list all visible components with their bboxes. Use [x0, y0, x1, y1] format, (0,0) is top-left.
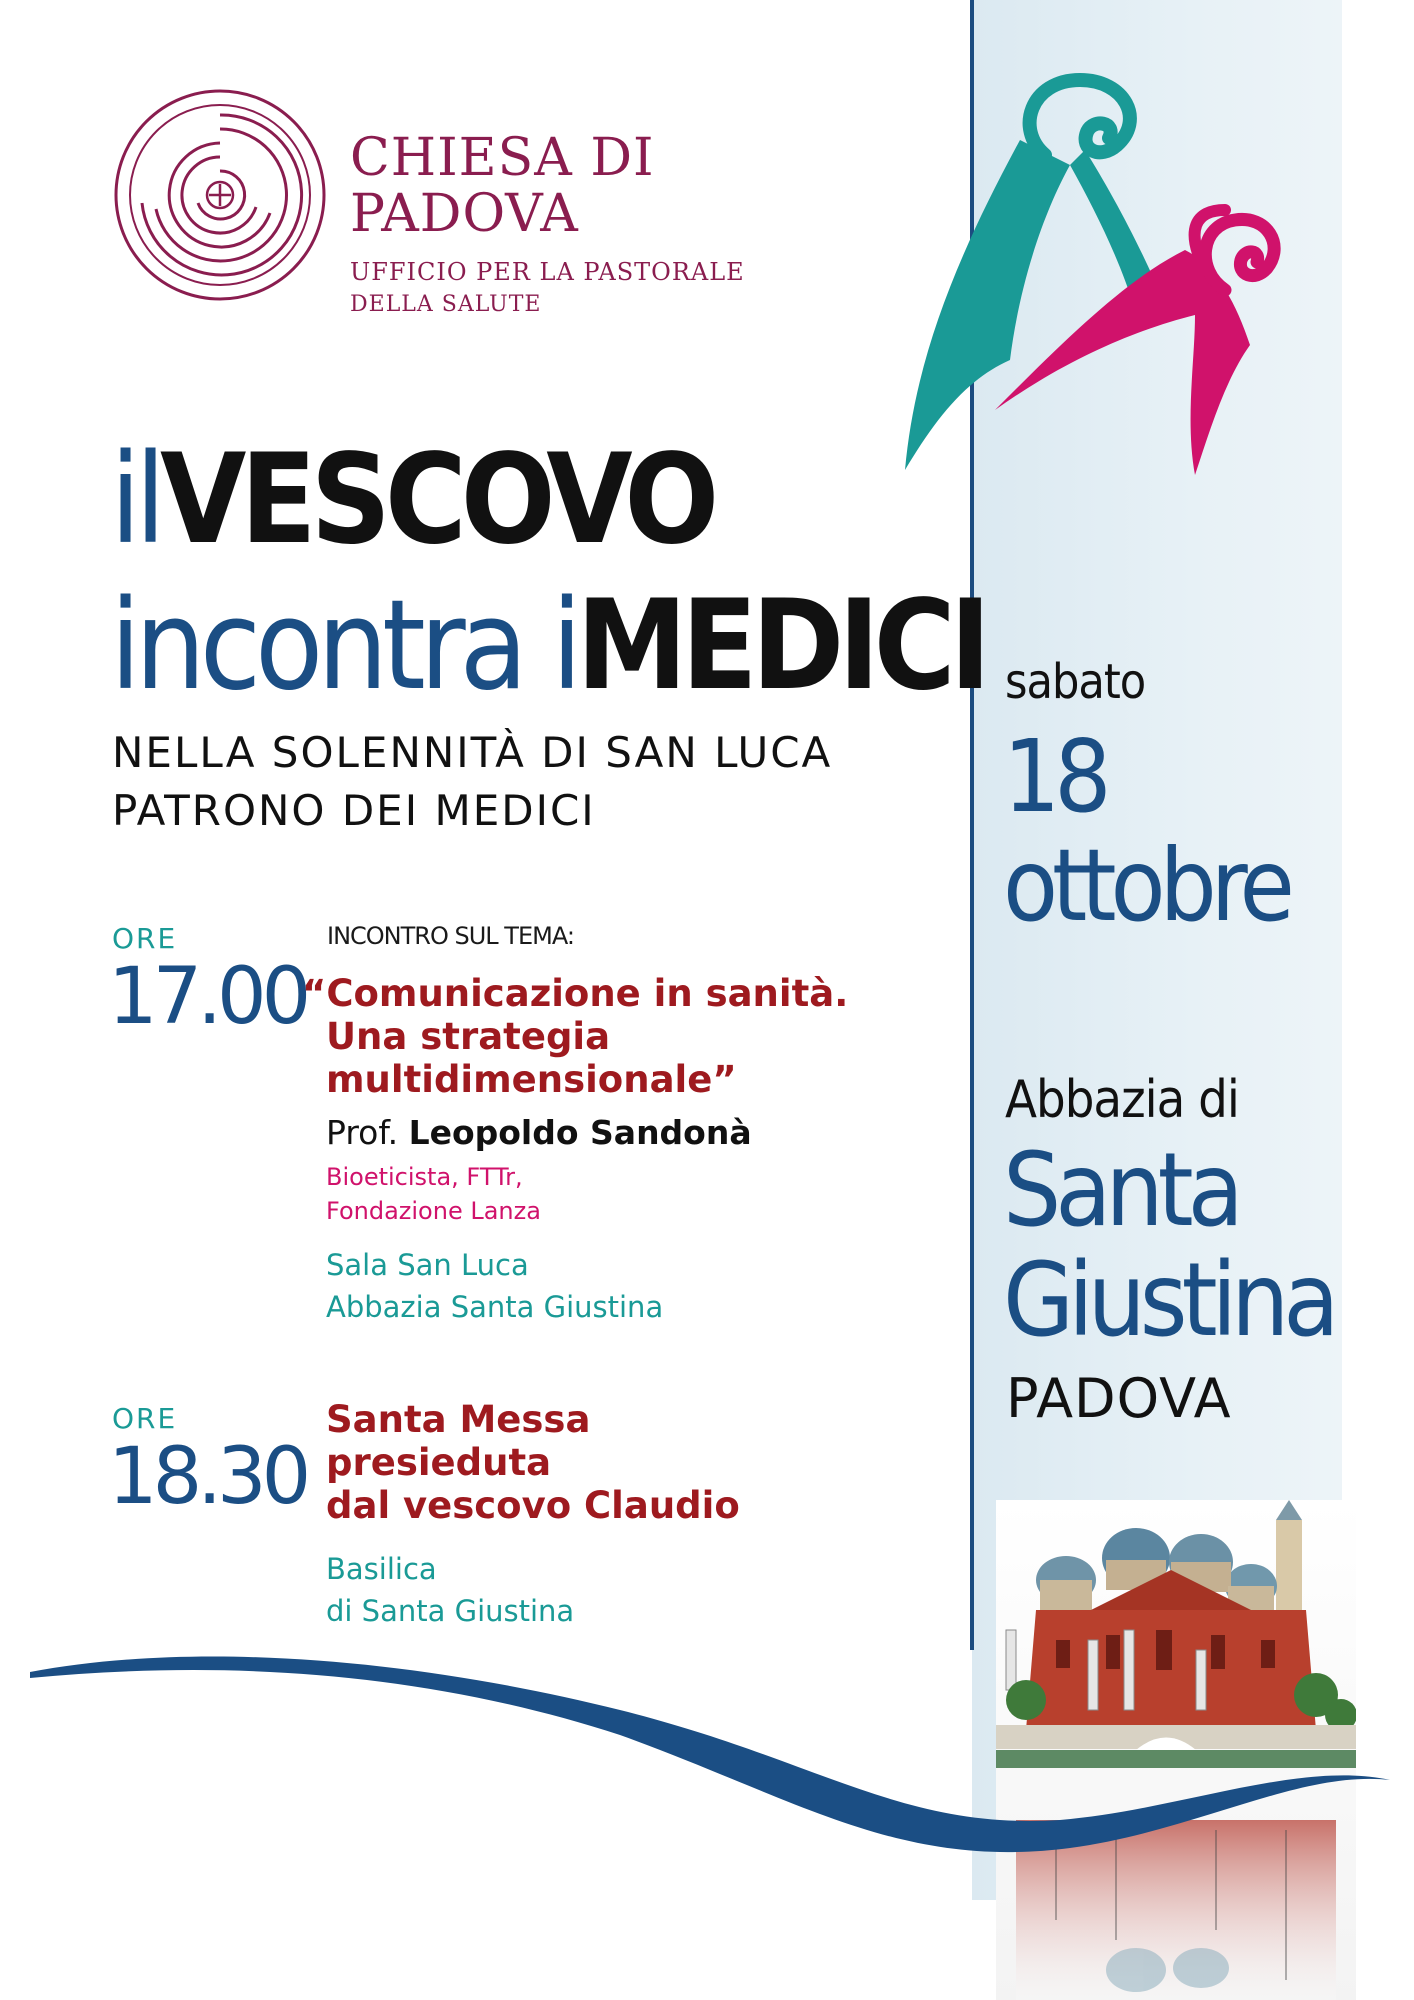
event1-venue [326, 1244, 663, 1328]
headline-il: il [110, 428, 160, 572]
event1-label: INCONTRO SUL TEMA: [327, 922, 574, 950]
event1-title [302, 972, 848, 1101]
event2-title-line2: presieduta [326, 1441, 552, 1484]
role-line1: Bioeticista, FTTr, [326, 1163, 523, 1191]
embracing-figures-icon [895, 60, 1295, 490]
logo-subtitle-line2: DELLA SALUTE [350, 292, 542, 317]
venue-line2: di Santa Giustina [326, 1594, 575, 1628]
spiral-cross-icon [110, 85, 330, 305]
event1-time: 17.00 [108, 952, 307, 1042]
place-line2: Santa [1003, 1131, 1238, 1250]
speaker-name: Leopoldo Sandonà [408, 1113, 752, 1152]
event1-role [326, 1160, 541, 1228]
subheadline-line2: PATRONO DEI MEDICI [112, 786, 596, 835]
event1-title-line2: Una strategia [326, 1015, 611, 1058]
headline-line2 [110, 574, 986, 718]
venue-line1: Sala San Luca [326, 1248, 529, 1282]
logo-name-line1: CHIESA DI [350, 128, 655, 188]
event1-title-line1: “Comunicazione in sanità. [302, 972, 849, 1015]
headline-line1 [110, 428, 714, 572]
event-day: sabato [1005, 654, 1146, 710]
event1-title-line3: multidimensionale” [326, 1058, 737, 1101]
event2-ore-label: ORE [112, 1402, 178, 1435]
venue-line1: Basilica [326, 1552, 437, 1586]
headline-vescovo: VESCOVO [160, 428, 714, 572]
event2-title-line3: dal vescovo Claudio [326, 1484, 740, 1527]
decorative-wave [0, 1600, 1414, 1860]
event1-speaker [326, 1113, 752, 1152]
event2-title-line1: Santa Messa [326, 1398, 591, 1441]
place-line3: Giustina [1003, 1241, 1334, 1360]
headline-medici: MEDICI [576, 574, 986, 718]
city-name: PADOVA [1006, 1367, 1232, 1430]
subheadline-line1: NELLA SOLENNITÀ DI SAN LUCA [112, 728, 833, 777]
venue-line2: Abbazia Santa Giustina [326, 1290, 664, 1324]
headline-incontra: incontra i [110, 574, 577, 718]
event2-time: 18.30 [108, 1432, 307, 1522]
logo-subtitle-line1: UFFICIO PER LA PASTORALE [350, 258, 745, 286]
logo-name-line2: PADOVA [350, 184, 579, 244]
event-date-month: ottobre [1003, 827, 1289, 944]
role-line2: Fondazione Lanza [326, 1197, 541, 1225]
place-line1: Abbazia di [1005, 1070, 1239, 1130]
event1-ore-label: ORE [112, 922, 178, 955]
event-date-day: 18 [1003, 718, 1106, 835]
event2-title [326, 1398, 740, 1527]
speaker-prefix: Prof. [326, 1113, 399, 1152]
